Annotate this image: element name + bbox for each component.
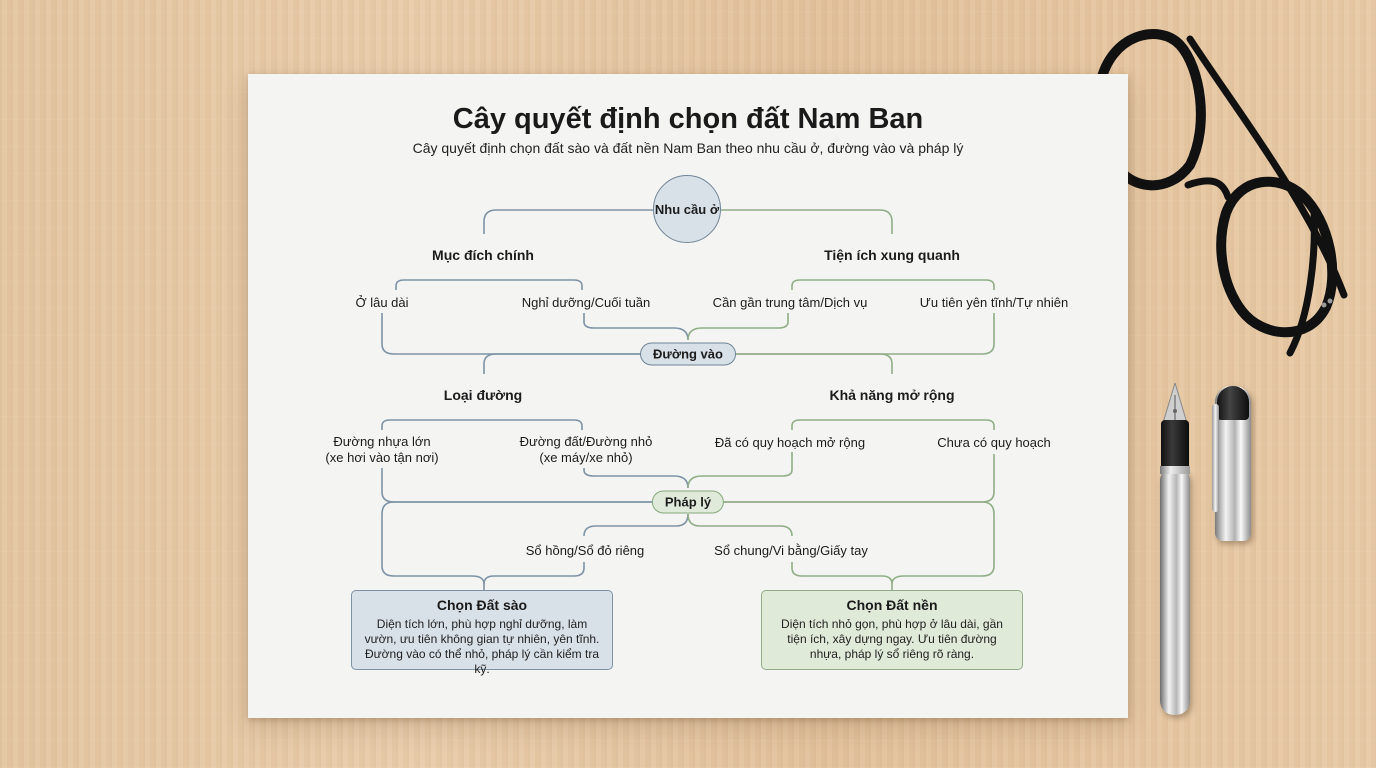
edge-node2-right bbox=[732, 354, 892, 374]
fountain-pen-nib-icon bbox=[1160, 383, 1190, 425]
root-node-label: Nhu cầu ở bbox=[654, 201, 720, 217]
edge-pinkbook-result bbox=[484, 562, 584, 590]
expansion-heading: Khả năng mở rộng bbox=[829, 387, 955, 403]
result-dat-nen bbox=[761, 590, 1023, 670]
option-paved-road-line2: (xe hơi vào tận nơi) bbox=[325, 450, 439, 465]
edge-purpose-split bbox=[396, 280, 582, 290]
edge-sharedbook-result bbox=[792, 562, 892, 590]
edge-node3-sharedbook bbox=[688, 514, 792, 536]
diagram-paper bbox=[248, 74, 1128, 718]
option-dirt-road bbox=[520, 434, 653, 466]
edge-roadtype-split bbox=[382, 420, 582, 430]
option-paved-road bbox=[325, 434, 438, 466]
amenity-heading: Tiện ích xung quanh bbox=[824, 247, 960, 263]
root-node bbox=[653, 175, 721, 243]
option-paved-road-line1: Đường nhựa lớn bbox=[333, 434, 431, 449]
road-access-node: Đường vào bbox=[640, 343, 736, 366]
edge-dirt-node3 bbox=[584, 468, 688, 488]
pen-cap-top bbox=[1217, 386, 1249, 420]
edge-center-node2 bbox=[688, 313, 788, 340]
edge-unplanned-node3 bbox=[720, 454, 994, 502]
option-dirt-road-line2: (xe máy/xe nhỏ) bbox=[539, 450, 633, 465]
option-no-plan: Chưa có quy hoạch bbox=[937, 435, 1051, 450]
pen-ring bbox=[1160, 466, 1190, 474]
result-dat-sao-desc: Diện tích lớn, phù hợp nghỉ dưỡng, làm vườn, ưu tiên không gian tự nhiên, yên tĩnh. Đường vào có thể nhỏ, pháp lý cần kiểm tra kỹ. bbox=[364, 617, 600, 676]
option-planned-expansion: Đã có quy hoạch mở rộng bbox=[714, 435, 866, 450]
edge-amenity-split bbox=[792, 280, 994, 290]
edge-root-right bbox=[721, 210, 892, 234]
option-vacation: Nghỉ dưỡng/Cuối tuần bbox=[521, 295, 651, 310]
edge-longterm-node2 bbox=[382, 313, 644, 354]
option-dirt-road-line1: Đường đất/Đường nhỏ bbox=[519, 434, 653, 449]
option-quiet-nature: Ưu tiên yên tĩnh/Tự nhiên bbox=[919, 295, 1069, 310]
pen-clip bbox=[1212, 404, 1219, 512]
edge-vacation-node2 bbox=[584, 313, 688, 340]
option-shared-title: Sổ chung/Vi bằng/Giấy tay bbox=[714, 543, 868, 558]
edge-planned-node3 bbox=[688, 452, 792, 488]
edge-expand-split bbox=[792, 420, 994, 430]
edge-root-left bbox=[484, 210, 653, 234]
purpose-heading: Mục đích chính bbox=[432, 247, 534, 263]
diagram-title: Cây quyết định chọn đất Nam Ban bbox=[452, 103, 924, 135]
edge-quiet-node2 bbox=[732, 313, 994, 354]
result-dat-sao-title: Chọn Đất sào bbox=[436, 597, 528, 613]
diagram-subtitle: Cây quyết định chọn đất sào và đất nền Nam Ban theo nhu cầu ở, đường vào và pháp lý bbox=[412, 140, 964, 156]
option-long-term: Ở lâu dài bbox=[355, 295, 409, 310]
edge-paved-node3 bbox=[382, 468, 656, 502]
road-type-heading: Loại đường bbox=[443, 387, 523, 403]
option-near-center: Cần gần trung tâm/Dịch vụ bbox=[712, 295, 868, 310]
result-dat-nen-desc: Diện tích nhỏ gọn, phù hợp ở lâu dài, gần tiện ích, xây dựng ngay. Ưu tiên đường nhựa, pháp lý sổ riêng rõ ràng. bbox=[781, 617, 1003, 661]
legal-node: Pháp lý bbox=[652, 491, 724, 514]
fountain-pen-body bbox=[1160, 470, 1190, 715]
result-dat-nen-title: Chọn Đất nền bbox=[846, 597, 938, 613]
edge-node2-left bbox=[484, 354, 644, 374]
edge-node3-pinkbook bbox=[584, 514, 688, 536]
option-private-title: Sổ hồng/Sổ đỏ riêng bbox=[525, 543, 645, 558]
result-dat-sao bbox=[351, 590, 613, 676]
